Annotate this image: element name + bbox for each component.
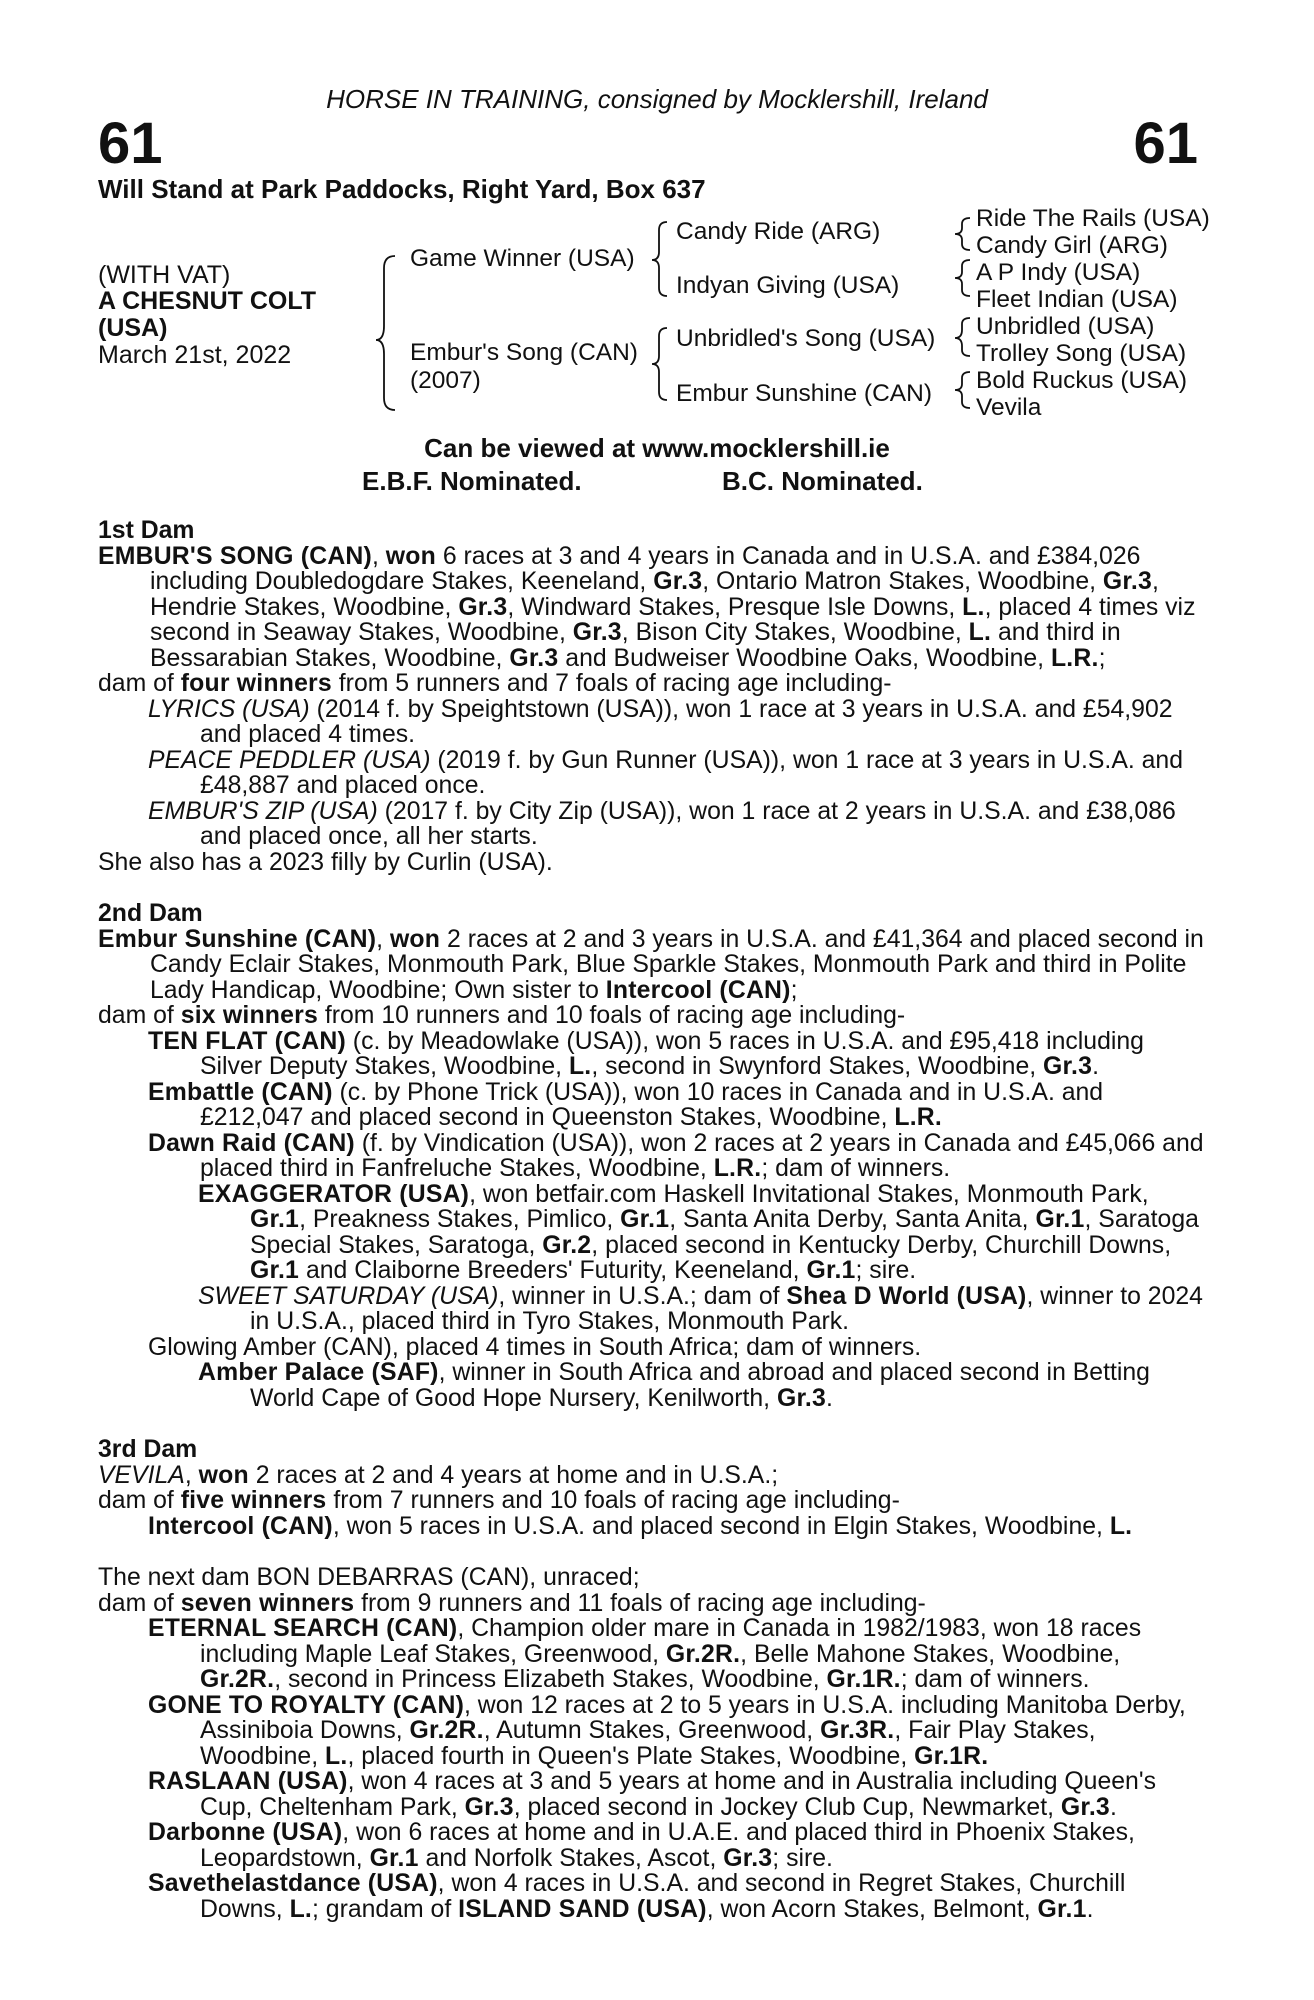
second-dam-produce-summary: dam of six winners from 10 runners and 10 foals of racing age including-	[98, 1002, 906, 1029]
pedigree-sire-sire: Candy Ride (ARG)	[676, 218, 881, 245]
produce-darbonne: Darbonne (USA), won 6 races at home and in U.A.E. and placed third in Phoenix Stakes, Leopardstown, Gr.1 and Norfolk Stakes, Ascot, Gr.3; sire.	[148, 1819, 1135, 1872]
produce-emburs-zip: EMBUR'S ZIP (USA) (2017 f. by City Zip (USA)), won 1 race at 2 years in U.S.A. and £38,086 and placed once, all her starts.	[148, 797, 1176, 850]
pedigree-ddd: Vevila	[976, 394, 1042, 421]
catalogue-header: HORSE IN TRAINING, consigned by Mocklershill, Ireland	[326, 84, 988, 114]
produce-eternal-search: ETERNAL SEARCH (CAN), Champion older mare in Canada in 1982/1983, won 18 races including Maple Leaf Stakes, Greenwood, Gr.2R., Belle Mahone Stakes, Woodbine, Gr.2R., second in Princess Elizabeth Stakes, Woodbine, Gr.1R.; dam of winners.	[148, 1615, 1142, 1693]
pedigree-dam-sire: Unbridled's Song (USA)	[676, 325, 936, 352]
pedigree-sire-dam: Indyan Giving (USA)	[676, 272, 900, 299]
dam-name: EMBUR'S SONG (CAN)	[98, 542, 372, 570]
produce-intercool: Intercool (CAN), won 5 races in U.S.A. and placed second in Elgin Stakes, Woodbine, L.	[148, 1512, 1133, 1540]
pedigree-dam: Embur's Song (CAN)	[410, 339, 638, 366]
foaling-date: March 21st, 2022	[98, 341, 292, 369]
lot-country: (USA)	[98, 314, 168, 342]
vat-status: (WITH VAT)	[98, 261, 231, 289]
lot-number-right: 61	[1133, 111, 1198, 176]
pedigree-sire: Game Winner (USA)	[410, 245, 635, 272]
produce-dawn-raid: Dawn Raid (CAN) (f. by Vindication (USA)), won 2 races at 2 years in Canada and £45,066 and placed third in Fanfreluche Stakes, Woodbine, L.R.; dam of winners.	[148, 1129, 1204, 1182]
catalogue-body	[98, 518, 1206, 1922]
produce-peace-peddler: PEACE PEDDLER (USA) (2019 f. by Gun Runner (USA)), won 1 race at 3 years in U.S.A. and £48,887 and placed once.	[148, 746, 1184, 799]
pedigree-sdd: Fleet Indian (USA)	[976, 286, 1178, 313]
first-dam-record: EMBUR'S SONG (CAN), won 6 races at 3 and 4 years in Canada and in U.S.A. and £384,026 including Doubledogdare Stakes, Keeneland, Gr.3, Ontario Matron Stakes, Woodbine, Gr.3, Hendrie Stakes, Woodbine, Gr.3, Windward Stakes, Presque Isle Downs, L., placed 4 times viz second in Seaway Stakes, Woodbine, Gr.3, Bison City Stakes, Woodbine, L. and third in Bessarabian Stakes, Woodbine, Gr.3 and Budweiser Woodbine Oaks, Woodbine, L.R.;	[98, 542, 1196, 672]
fourth-dam-intro: The next dam BON DEBARRAS (CAN), unraced;	[98, 1564, 640, 1591]
produce-gone-to-royalty: GONE TO ROYALTY (CAN), won 12 races at 2 to 5 years in U.S.A. including Manitoba Derby, Assiniboia Downs, Gr.2R., Autumn Stakes, Greenwood, Gr.3R., Fair Play Stakes, Woodbine, L., placed fourth in Queen's Plate Stakes, Woodbine, Gr.1R.	[148, 1691, 1186, 1770]
third-dam-heading: 3rd Dam	[98, 1436, 198, 1463]
produce-raslaan: RASLAAN (USA), won 4 races at 3 and 5 years at home and in Australia including Queen's Cup, Cheltenham Park, Gr.3, placed second in Jockey Club Cup, Newmarket, Gr.3.	[148, 1768, 1156, 1821]
produce-savethelastdance: Savethelastdance (USA), won 4 races in U.S.A. and second in Regret Stakes, Churchill Downs, L.; grandam of ISLAND SAND (USA), won Acorn Stakes, Belmont, Gr.1.	[148, 1870, 1126, 1923]
pedigree-ssd: Candy Girl (ARG)	[976, 232, 1168, 259]
first-dam-heading: 1st Dam	[98, 517, 195, 544]
produce-exaggerator: EXAGGERATOR (USA), won betfair.com Haskell Invitational Stakes, Monmouth Park, Gr.1, Preakness Stakes, Pimlico, Gr.1, Santa Anita Derby, Santa Anita, Gr.1, Saratoga Special Stakes, Saratoga, Gr.2, placed second in Kentucky Derby, Churchill Downs, Gr.1 and Claiborne Breeders' Futurity, Keeneland, Gr.1; sire.	[198, 1180, 1199, 1284]
produce-ten-flat: TEN FLAT (CAN) (c. by Meadowlake (USA)), won 5 races in U.S.A. and £95,418 including Silver Deputy Stakes, Woodbine, L., second in Swynford Stakes, Woodbine, Gr.3.	[148, 1027, 1144, 1080]
pedigree-dss: Unbridled (USA)	[976, 313, 1155, 340]
bc-notice: B.C. Nominated.	[722, 466, 923, 496]
third-dam-produce-summary: dam of five winners from 7 runners and 10 foals of racing age including-	[98, 1487, 900, 1514]
lot-number-left: 61	[98, 111, 163, 176]
third-dam-record: VEVILA, won 2 races at 2 and 4 years at home and in U.S.A.;	[98, 1461, 779, 1489]
viewing-notice: Can be viewed at www.mocklershill.ie	[424, 433, 890, 463]
lot-description: A CHESNUT COLT	[98, 287, 317, 315]
produce-glowing-amber: Glowing Amber (CAN), placed 4 times in South Africa; dam of winners.	[148, 1333, 922, 1361]
produce-lyrics: LYRICS (USA) (2014 f. by Speightstown (USA)), won 1 race at 3 years in U.S.A. and £54,902 and placed 4 times.	[148, 695, 1173, 748]
pedigree-dam-dam: Embur Sunshine (CAN)	[676, 380, 932, 407]
produce-embattle: Embattle (CAN) (c. by Phone Trick (USA)), won 10 races in Canada and in U.S.A. and £212,047 and placed second in Queenston Stakes, Woodbine, L.R.	[148, 1078, 1104, 1131]
fourth-dam-produce-summary: dam of seven winners from 9 runners and 11 foals of racing age including-	[98, 1589, 926, 1617]
pedigree-sds: A P Indy (USA)	[976, 259, 1141, 286]
produce-amber-palace: Amber Palace (SAF), winner in South Africa and abroad and placed second in Betting World Cape of Good Hope Nursery, Kenilworth, Gr.3.	[198, 1359, 1150, 1412]
ebf-notice: E.B.F. Nominated.	[362, 466, 582, 496]
pedigree-sss: Ride The Rails (USA)	[976, 205, 1210, 232]
pedigree-dds: Bold Ruckus (USA)	[976, 367, 1188, 394]
second-dam-heading: 2nd Dam	[98, 900, 203, 927]
first-dam-produce-summary: dam of four winners from 5 runners and 7 foals of racing age including-	[98, 670, 892, 697]
pedigree-dsd: Trolley Song (USA)	[976, 340, 1187, 367]
stand-location: Will Stand at Park Paddocks, Right Yard, Box 637	[98, 174, 706, 204]
second-dam-record: Embur Sunshine (CAN), won 2 races at 2 and 3 years in U.S.A. and £41,364 and placed second in Candy Eclair Stakes, Monmouth Park, Blue Sparkle Stakes, Monmouth Park and third in Polite Lady Handicap, Woodbine; Own sister to Intercool (CAN);	[98, 925, 1204, 1004]
first-dam-also: She also has a 2023 filly by Curlin (USA).	[98, 848, 553, 876]
produce-sweet-saturday: SWEET SATURDAY (USA), winner in U.S.A.; dam of Shea D World (USA), winner to 2024 in U.S.A., placed third in Tyro Stakes, Monmouth Park.	[198, 1282, 1203, 1335]
pedigree-dam-year: (2007)	[410, 367, 481, 394]
